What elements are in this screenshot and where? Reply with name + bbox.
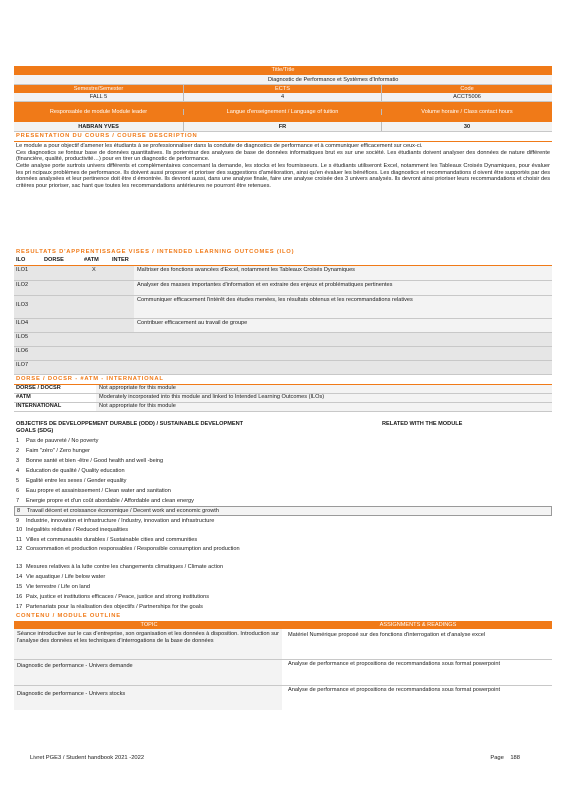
dorse-label: INTERNATIONAL <box>16 402 62 409</box>
dorse-value: Not appropriate for this module <box>96 403 552 411</box>
sdg-text: Egalité entre les sexes / Gender equality <box>26 478 127 485</box>
ilo-row <box>14 361 552 375</box>
ilo-mark: X <box>92 266 96 273</box>
responsible-header-row <box>14 102 552 122</box>
dorse-value: Not appropriate for this module <box>96 385 552 393</box>
ilo-col-ilo: ILO <box>16 256 26 263</box>
sdg-text: Consommation et production responsables / Responsible consumption and production <box>26 545 240 552</box>
presentation-heading: PRESENTATION DU COURS / COURSE DESCRIPTION <box>14 132 552 142</box>
presentation-body <box>14 142 552 248</box>
sdg-item-highlighted <box>14 506 552 516</box>
responsible-value: HABRAN YVES <box>14 122 184 131</box>
sdg-number: 1 <box>16 438 20 445</box>
title-label: Title/Title <box>14 66 552 75</box>
sdg-number: 13 <box>16 564 23 571</box>
sdg-number: 5 <box>16 478 20 485</box>
sdg-number: 11 <box>16 537 22 544</box>
ilo-mark <box>78 361 134 374</box>
sdg-item <box>14 447 552 457</box>
sdg-item <box>14 496 552 506</box>
dorse-row <box>14 394 552 403</box>
content-row <box>14 660 552 686</box>
ilo-code: ILO4 <box>16 319 29 326</box>
sdg-number: 17 <box>16 603 23 610</box>
ilo-mark <box>78 347 134 360</box>
ilo-text: Analyser des masses importantes d'information et en extraire des enjeux et problématiques pertinentes <box>134 281 552 295</box>
code-label: Code <box>460 86 474 92</box>
sdg-text: Vie aquatique / Life below water <box>26 574 106 581</box>
sdg-item <box>14 467 552 477</box>
sdg-text: Partenariats pour la réalisation des objectifs / Partnerships for the goals <box>26 603 203 610</box>
responsible-label: Responsable de module Module leader <box>14 109 184 116</box>
ilo-row <box>14 347 552 361</box>
presentation-paragraph: Le module a pour objectif d'amener les étudiants à se professionnaliser dans la conduite de diagnostics de performance et à communiquer efficacement sur ceux-ci. <box>16 142 423 149</box>
sdg-item <box>14 582 552 592</box>
ilo-row <box>14 266 552 281</box>
ilo-mark <box>78 333 134 346</box>
sdg-text: Eau propre et assainissement / Clean water and sanitation <box>26 487 171 494</box>
dorse-heading: DORSE / DOCSR - #ATM - INTERNATIONAL <box>14 375 552 385</box>
sdg-number: 6 <box>16 487 20 494</box>
course-sheet <box>14 66 552 710</box>
sdg-text: Mesures relatives à la lutte contre les changements climatiques / Climate action <box>26 564 224 571</box>
sdg-item <box>14 546 552 563</box>
sdg-item <box>14 573 552 583</box>
ilo-code: ILO7 <box>16 361 29 368</box>
page-footer <box>30 755 520 762</box>
sdg-text: Pas de pauvreté / No poverty <box>26 438 99 445</box>
assignments-label: ASSIGNMENTS & READINGS <box>379 622 457 629</box>
ilo-text <box>134 333 552 346</box>
sdg-text: Vie terrestre / Life on land <box>26 584 90 591</box>
ilo-code: ILO2 <box>16 281 29 288</box>
ilo-row <box>14 319 552 333</box>
content-topic: Diagnostic de performance - Univers stocks <box>14 686 282 710</box>
sdg-item <box>14 592 552 602</box>
footer-page-number: 188 <box>510 755 520 761</box>
sdg-text: Faim "zéro" / Zero hunger <box>26 448 90 455</box>
sdg-text: Bonne santé et bien -être / Good health and well -being <box>26 458 164 465</box>
ilo-text <box>134 347 552 360</box>
sdg-item <box>14 526 552 536</box>
sdg-text: Inégalités réduites / Reduced inequalities <box>26 527 128 534</box>
sdg-number: 16 <box>16 593 23 600</box>
content-assignment: Matériel Numérique proposé sur des fonctions d'interrogation et d'analyse excel <box>288 632 486 639</box>
ilo-column-headers <box>14 257 552 266</box>
content-row <box>14 686 552 710</box>
ilo-table <box>14 266 552 375</box>
code-value: ACCT5006 <box>453 94 481 100</box>
sdg-item <box>14 476 552 486</box>
content-column-headers <box>14 621 552 629</box>
dorse-label: #ATM <box>16 393 31 400</box>
sdg-item <box>14 437 552 447</box>
ilo-col-dorse: DORSE <box>44 256 64 263</box>
sdg-number: 2 <box>16 448 20 455</box>
ilo-row <box>14 296 552 319</box>
semester-value: FALL 5 <box>14 93 184 101</box>
ilo-mark <box>78 319 134 332</box>
sdg-number: 3 <box>16 458 20 465</box>
ilo-text: Maîtriser des fonctions avancées d'Excel, notamment les Tableaux Croisés Dynamiques <box>134 266 552 280</box>
sdg-number: 15 <box>16 584 23 591</box>
ilo-col-inter: INTER <box>112 256 129 263</box>
content-table <box>14 629 552 710</box>
sdg-item <box>14 457 552 467</box>
ilo-text <box>134 361 552 374</box>
footer-page <box>490 755 520 762</box>
sdg-number: 7 <box>16 497 20 504</box>
dorse-row <box>14 385 552 394</box>
content-row <box>14 629 552 660</box>
sdg-number: 12 <box>16 545 23 552</box>
ilo-text: Contribuer efficacement au travail de groupe <box>134 319 552 332</box>
hours-value: 30 <box>463 124 471 130</box>
title-text: Diagnostic de Performance et Systèmes d'Informatio <box>268 77 399 83</box>
presentation-paragraph: Cette analyse porte surtrois univers différents et complémentaires concernant la demande, les stocks et les fournisseurs. Le s étudiants utiliseront Excel, notamment les Tableaux Croisés Dynamiques, pour évaluer les pri ncipaux problèmes de performance. Ils doivent aussi proposer et prioriser des suggestions d'amélioration, ainsi qu'en évaluer les bénéfices. Les diagnostics et recommandations d oivent être supportés par des données analysées et leur pertinence doit être d émontrée. Ils devront aussi, dans une analyse finale, faire une analyse croisée des 3 univers analysés. Ils devront ainsi prioriser leurs recommandations et choisir des critères pour prioriser, sac hant que toutes les recommandations antérieures ne pourront être retenues. <box>16 163 550 190</box>
ilo-mark <box>78 296 134 318</box>
semester-header-row <box>14 85 552 93</box>
content-assignment: Analyse de performance et propositions de recommandations sous format powerpoint <box>288 687 501 694</box>
ilo-code: ILO5 <box>16 333 29 340</box>
dorse-row <box>14 403 552 412</box>
sdg-text: Energie propre et d'un coût abordable / Affordable and clean energy <box>26 497 194 504</box>
sdg-text: Industrie, innovation et infrastructure / Industry, innovation and infrastructure <box>26 517 215 524</box>
semester-label: Semestre/Semester <box>14 85 184 93</box>
ilo-code: ILO3 <box>16 301 29 308</box>
sdg-text: Paix, justice et institutions efficaces / Peace, justice and strong institutions <box>26 593 210 600</box>
content-topic: Diagnostic de performance - Univers demande <box>14 660 282 685</box>
ects-label: ECTS <box>184 85 382 93</box>
sdg-heading-left: OBJECTIFS DE DEVELOPPEMENT DURABLE (ODD) / SUSTAINABLE DEVELOPMENT GOALS (SDG) <box>16 420 244 434</box>
ilo-code: ILO6 <box>16 347 29 354</box>
ilo-mark <box>78 281 134 295</box>
responsible-value-row <box>14 122 552 132</box>
sdg-number: 9 <box>16 517 20 524</box>
sdg-number: 8 <box>17 507 21 514</box>
sdg-item <box>14 536 552 546</box>
dorse-value: Moderately incorporated into this module and linked to Intended Learning Outcomes (ILOs) <box>96 394 552 402</box>
title-value <box>14 75 552 85</box>
language-value: FR <box>184 122 382 131</box>
semester-value-row <box>14 93 552 102</box>
sdg-item <box>14 602 552 612</box>
sdg-text: Villes et communautés durables / Sustainable cities and communities <box>26 537 198 544</box>
ilo-text: Communiquer efficacement l'intérêt des études menées, les résultats obtenus et les recommandations relatives <box>134 296 552 318</box>
sdg-item <box>14 516 552 526</box>
content-heading: CONTENU / MODULE OUTLINE <box>16 613 121 620</box>
content-topic: Séance introductive sur le cas d'entreprise, son organisation et les données à disposition. Introduction sur l'analyse des données et les techniques d'interrogations de la base de données <box>14 629 282 659</box>
footer-handbook: Livret PGE3 / Student handbook 2021 -2022 <box>30 755 145 761</box>
hours-label: Volume horaire / Class contact hours <box>421 108 513 115</box>
topic-label: TOPIC <box>140 622 158 629</box>
sdg-list <box>14 437 552 612</box>
dorse-table <box>14 385 552 412</box>
sdg-number: 4 <box>16 468 20 475</box>
sdg-item <box>14 486 552 496</box>
ilo-row <box>14 281 552 296</box>
ilo-code: ILO1 <box>16 266 29 273</box>
dorse-label: DORSE / DOCSR <box>16 384 61 391</box>
language-label: Langue d'enseignement / Language of tuition <box>184 109 382 116</box>
sdg-text: Travail décent et croissance économique / Decent work and economic growth <box>27 507 219 514</box>
content-assignment: Analyse de performance et propositions de recommandations sous format powerpoint <box>288 661 501 668</box>
footer-page-label: Page <box>490 755 504 761</box>
sdg-item <box>14 563 552 573</box>
ilo-heading: RESULTATS D'APPRENTISSAGE VISES / INTENDED LEARNING OUTCOMES (ILO) <box>16 248 295 255</box>
ects-value: 4 <box>184 93 382 101</box>
ilo-row <box>14 333 552 347</box>
sdg-number: 10 <box>16 527 23 534</box>
ilo-col-atm: #ATM <box>84 256 99 263</box>
sdg-text: Education de qualité / Quality education <box>26 468 125 475</box>
sdg-heading <box>14 421 552 437</box>
presentation-paragraph: Ces diagnostics se fontsur base de données quantitatives. Ils portentsur des analyses de base de données informatiques brut es sur une société. Les étudiants doivent analyser des données de nature différente (financière, qualité, productivité…) pour en tirer un diagnostic de performance. <box>16 149 550 163</box>
sdg-number: 14 <box>16 574 23 581</box>
sdg-heading-right: RELATED WITH THE MODULE <box>382 420 463 427</box>
